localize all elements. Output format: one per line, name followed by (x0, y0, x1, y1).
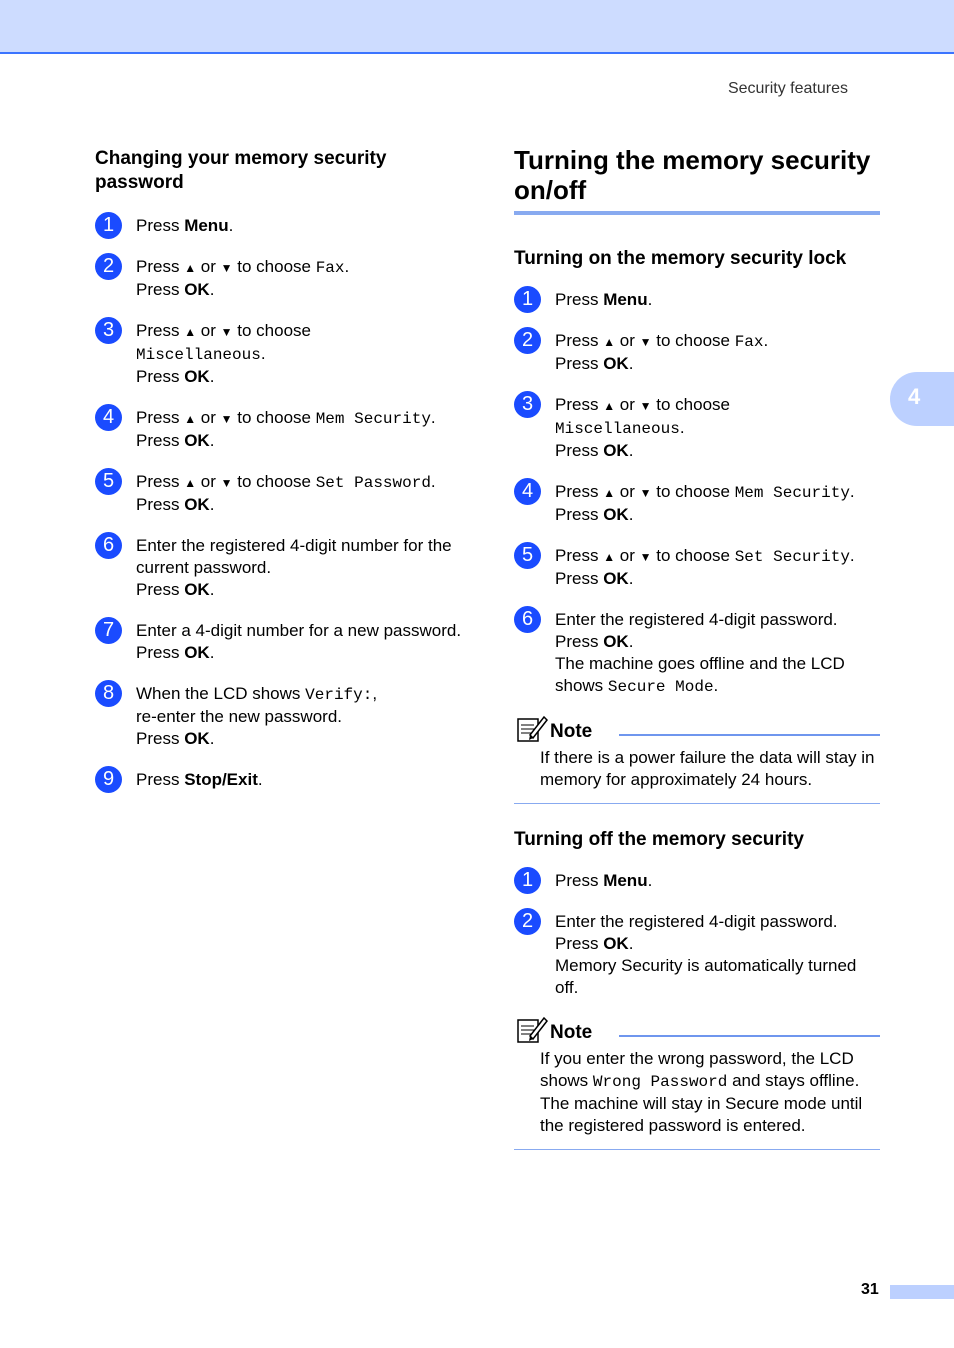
step-number: 6 (514, 606, 541, 633)
step: 4 Press ▲ or ▼ to choose Mem Security. Press OK. (95, 407, 470, 452)
key-stop-exit: Stop/Exit (184, 770, 258, 789)
step-number: 1 (514, 286, 541, 313)
note-label: Note (550, 1022, 593, 1043)
lcd-text: Set Password (315, 474, 431, 492)
step: 5 Press ▲ or ▼ to choose Set Password. Press OK. (95, 471, 470, 516)
lcd-text: Miscellaneous (136, 346, 261, 364)
turn-off-steps (514, 870, 880, 999)
up-arrow-icon: ▲ (603, 550, 616, 564)
top-band (0, 0, 954, 54)
note-power-failure (514, 713, 880, 804)
chapter-tab (890, 372, 954, 426)
step-number: 4 (95, 404, 122, 431)
note-pencil-icon (516, 1014, 548, 1044)
down-arrow-icon: ▼ (639, 550, 652, 564)
step-number: 1 (514, 867, 541, 894)
down-arrow-icon: ▼ (220, 476, 233, 490)
step: 3 Press ▲ or ▼ to choose Miscellaneous. Press OK. (95, 320, 470, 388)
step: 1 Press Menu. (95, 215, 470, 237)
running-head: Security features (727, 80, 848, 97)
step-number: 3 (514, 391, 541, 418)
step-number: 2 (514, 908, 541, 935)
note-rule (619, 1035, 880, 1037)
step: 2 Enter the registered 4-digit password. Press OK. Memory Security is automatically turned off. (514, 911, 880, 999)
page-number: 31 (861, 1281, 879, 1298)
step: 9 Press Stop/Exit. (95, 769, 470, 791)
step-number: 2 (95, 253, 122, 280)
left-column (95, 147, 470, 791)
step: 2 Press ▲ or ▼ to choose Fax. Press OK. (95, 256, 470, 301)
key-menu: Menu (184, 216, 229, 235)
key-menu: Menu (603, 290, 648, 309)
lcd-text: Set Security (734, 548, 850, 566)
down-arrow-icon: ▼ (639, 486, 652, 500)
step-number: 2 (514, 327, 541, 354)
turn-on-steps (514, 289, 880, 698)
step: 3 Press ▲ or ▼ to choose Miscellaneous. Press OK. (514, 394, 880, 462)
lcd-text: Wrong Password (592, 1073, 728, 1091)
step: 8 When the LCD shows Verify:, re-enter the new password. Press OK. (95, 683, 470, 750)
step-number: 7 (95, 617, 122, 644)
step: 1 Press Menu. (514, 870, 880, 892)
lcd-text: Fax (315, 259, 345, 277)
step-number: 4 (514, 478, 541, 505)
step-number: 8 (95, 680, 122, 707)
lcd-text: Verify: (305, 686, 373, 704)
note-label: Note (550, 721, 593, 742)
lcd-text: Mem Security (315, 410, 431, 428)
lcd-text: Mem Security (734, 484, 850, 502)
chapter-number: 4 (908, 384, 921, 409)
step-number: 5 (514, 542, 541, 569)
section-title-change-password: Changing your memory security password (95, 148, 387, 193)
up-arrow-icon: ▲ (184, 476, 197, 490)
up-arrow-icon: ▲ (603, 399, 616, 413)
down-arrow-icon: ▼ (220, 261, 233, 275)
up-arrow-icon: ▲ (184, 325, 197, 339)
page-bar (890, 1285, 954, 1299)
step-number: 9 (95, 766, 122, 793)
step: 4 Press ▲ or ▼ to choose Mem Security. Press OK. (514, 481, 880, 526)
up-arrow-icon: ▲ (603, 335, 616, 349)
step-number: 3 (95, 317, 122, 344)
lcd-text: Miscellaneous (555, 420, 680, 438)
step: 5 Press ▲ or ▼ to choose Set Security. Press OK. (514, 545, 880, 590)
note-rule (619, 734, 880, 736)
step: 1 Press Menu. (514, 289, 880, 311)
step-number: 5 (95, 468, 122, 495)
down-arrow-icon: ▼ (220, 412, 233, 426)
down-arrow-icon: ▼ (639, 399, 652, 413)
key-menu: Menu (603, 871, 648, 890)
up-arrow-icon: ▲ (184, 412, 197, 426)
subsection-title-on: Turning on the memory security lock (514, 248, 847, 269)
note-pencil-icon (516, 713, 548, 743)
subsection-title-off: Turning off the memory security (514, 829, 804, 850)
note-wrong-password (514, 1014, 880, 1150)
note-text: If there is a power failure the data will stay in memory for approximately 24 hours. (514, 747, 880, 804)
step-number: 6 (95, 532, 122, 559)
note-text: If you enter the wrong password, the LCD shows Wrong Password and stays offline. The machine will stay in Secure mode until the registered password is entered. (514, 1048, 880, 1150)
lcd-text: Fax (734, 333, 764, 351)
up-arrow-icon: ▲ (184, 261, 197, 275)
lcd-text: Secure Mode (607, 678, 714, 696)
right-column (514, 145, 880, 1150)
step: 7 Enter a 4-digit number for a new password. Press OK. (95, 620, 470, 664)
down-arrow-icon: ▼ (639, 335, 652, 349)
change-password-steps (95, 215, 470, 791)
down-arrow-icon: ▼ (220, 325, 233, 339)
step: 6 Enter the registered 4-digit number for the current password. Press OK. (95, 535, 470, 601)
up-arrow-icon: ▲ (603, 486, 616, 500)
step: 6 Enter the registered 4-digit password. Press OK. The machine goes offline and the LCD shows Secure Mode. (514, 609, 880, 698)
section-title-on-off: Turning the memory security on/off (514, 145, 880, 215)
step: 2 Press ▲ or ▼ to choose Fax. Press OK. (514, 330, 880, 375)
step-number: 1 (95, 212, 122, 239)
